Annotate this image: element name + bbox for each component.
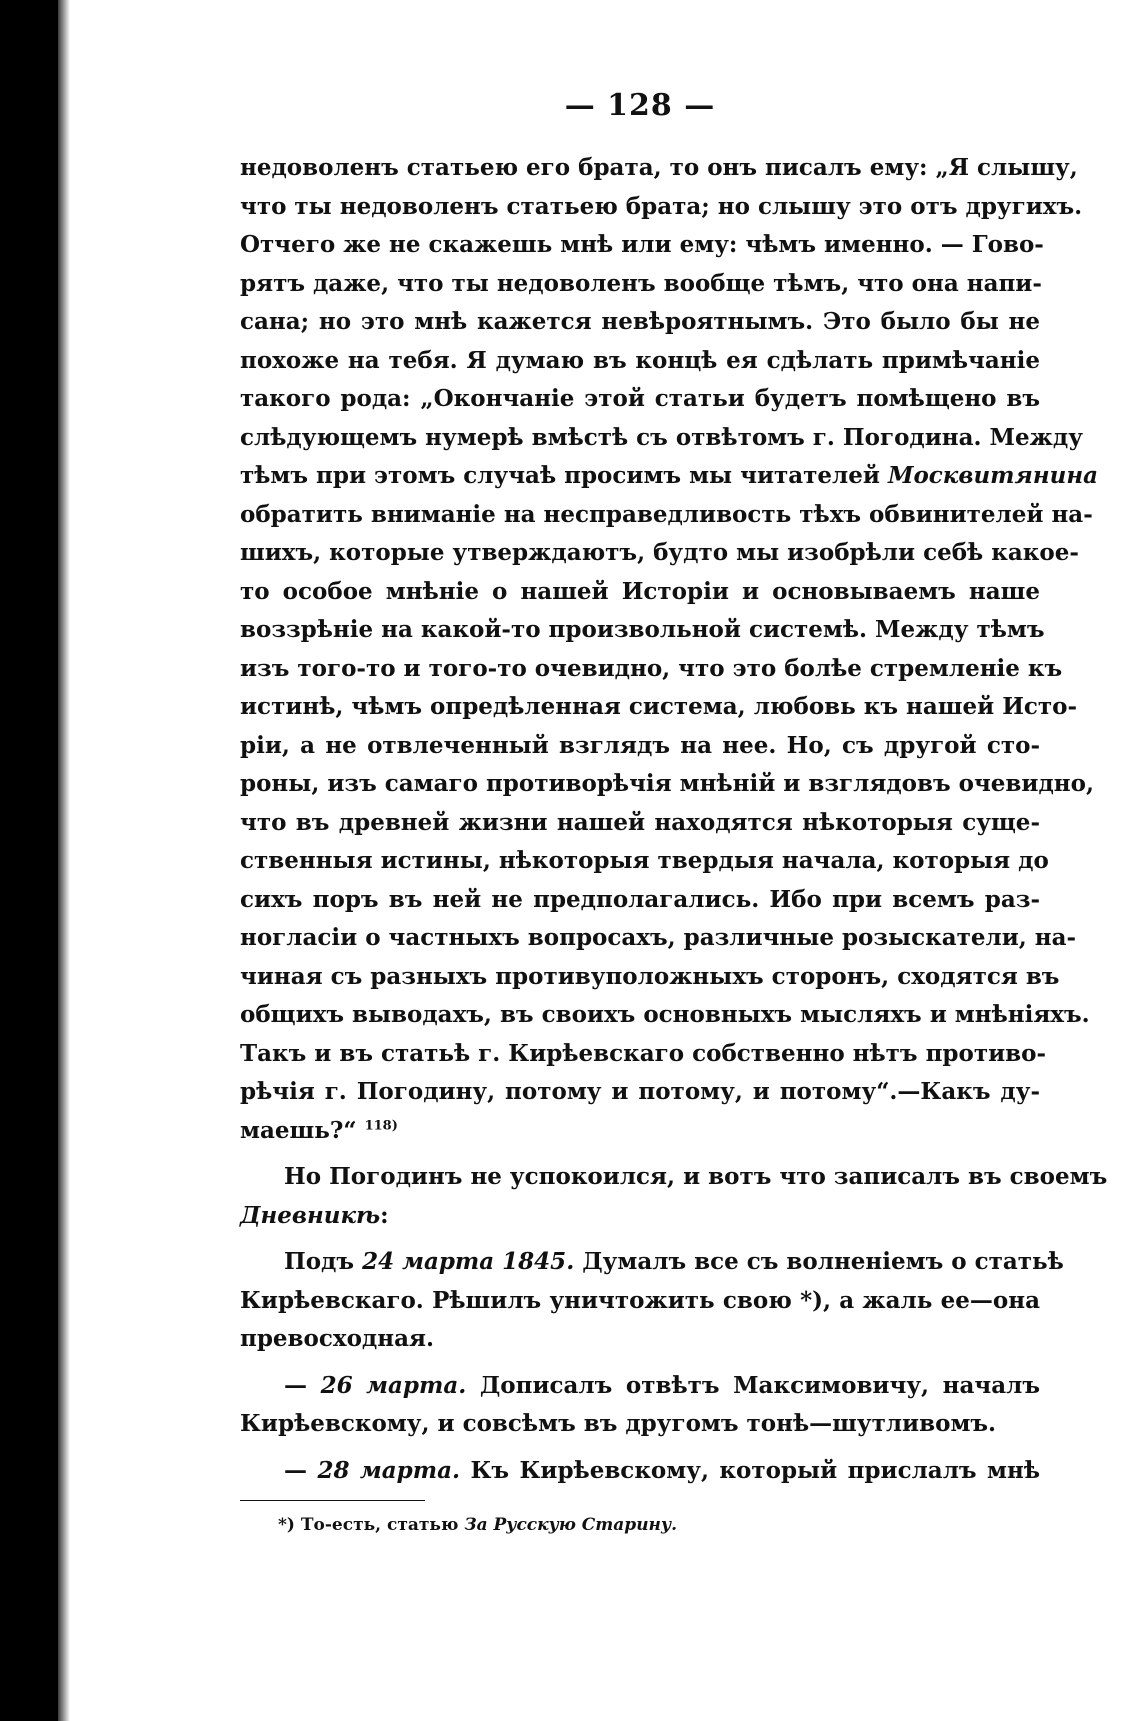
text-line: Отчего же не скажешь мнѣ или ему: чѣмъ именно. — Гово- — [240, 231, 1044, 258]
text-line: похоже на тебя. Я думаю въ концѣ ея сдѣлать примѣчаніе — [240, 346, 1040, 374]
paragraph-gap — [240, 1359, 1040, 1367]
text-segment: Дописалъ отвѣтъ Максимовичу, началъ — [479, 1371, 1040, 1399]
paragraph-letter-quote — [240, 149, 1108, 1490]
italic-diary-title: Дневникѣ — [240, 1201, 381, 1229]
text-line-with-italic — [240, 457, 1098, 496]
footnote-divider — [240, 1500, 425, 1501]
footnote-reference: 118) — [364, 1117, 398, 1133]
text-line: что въ древней жизни нашей находятся нѣкоторыя суще- — [240, 808, 1040, 836]
text-line: ногласіи о частныхъ вопросахъ, различные розыскатели, на- — [240, 924, 1077, 951]
text-segment: : — [380, 1201, 389, 1229]
paragraph-gap — [240, 1444, 1040, 1452]
text-line: ственныя истины, нѣкоторыя твердыя начала, которыя до — [240, 847, 1049, 874]
text-line: то особое мнѣніе о нашей Исторіи и основываемъ наше — [240, 577, 1040, 605]
book-page — [240, 88, 1108, 1537]
diary-entry-line — [240, 1367, 1040, 1406]
text-line: изъ того-то и того-то очевидно, что это болѣе стремленіе къ — [240, 654, 1063, 682]
text-line: рятъ даже, что ты недоволенъ вообще тѣмъ, что она напи- — [240, 269, 1042, 297]
text-segment: тѣмъ при этомъ случаѣ просимъ мы читателей — [240, 462, 880, 489]
text-line: шихъ, которые утверждаютъ, будто мы изобрѣли себѣ какое- — [240, 539, 1079, 566]
text-segment: Къ Кирѣевскому, который прислалъ мнѣ — [470, 1456, 1040, 1484]
text-segment: — — [284, 1456, 307, 1484]
footnote-marker: *) — [278, 1515, 295, 1535]
text-line-last — [240, 1197, 1040, 1236]
text-segment: Подъ — [284, 1248, 355, 1275]
page-number: — 128 — — [564, 88, 716, 123]
text-line: ріи, а не отвлеченный взглядъ на нее. Но, съ другой сто- — [240, 731, 1040, 759]
diary-entry-line-last: превосходная. — [240, 1325, 434, 1352]
text-line: обратить вниманіе на несправедливость тѣхъ обвинителей на- — [240, 500, 1093, 528]
text-line: сана; но это мнѣ кажется невѣроятнымъ. Это было бы не — [240, 308, 1040, 335]
text-segment: маешь?“ — [240, 1116, 357, 1144]
footnote — [240, 1513, 1040, 1537]
diary-date: 26 марта. — [320, 1371, 467, 1399]
text-line: роны, изъ самаго противорѣчія мнѣній и взглядовъ очевидно, — [240, 770, 1094, 797]
footnote-italic-title: За Русскую Старину. — [464, 1515, 678, 1535]
footnote-text: То-есть, статью — [300, 1515, 459, 1535]
text-line: что ты недоволенъ статьею брата; но слышу это отъ другихъ. — [240, 192, 1083, 220]
diary-entry-line: Кирѣевскаго. Рѣшилъ уничтожить свою *), а жаль ее—она — [240, 1286, 1040, 1314]
text-line: недоволенъ статьею его брата, то онъ писалъ ему: „Я слышу, — [240, 154, 1078, 181]
text-line: общихъ выводахъ, въ своихъ основныхъ мысляхъ и мнѣніяхъ. — [240, 1001, 1090, 1028]
text-line: воззрѣніе на какой-то произвольной системѣ. Между тѣмъ — [240, 616, 1045, 643]
book-binding-edge — [0, 0, 58, 1721]
diary-entry-line-last: Кирѣевскому, и совсѣмъ въ другомъ тонѣ—шутливомъ. — [240, 1410, 997, 1437]
text-line: сихъ поръ въ ней не предполагались. Ибо при всемъ раз- — [240, 885, 1040, 913]
text-line: слѣдующемъ нумерѣ вмѣстѣ съ отвѣтомъ г. Погодина. Между — [240, 423, 1083, 451]
text-segment: — — [284, 1371, 307, 1399]
diary-entry-line — [240, 1452, 1040, 1491]
diary-date: 24 марта 1845. — [362, 1248, 575, 1275]
text-line: Такъ и въ статьѣ г. Кирѣевскаго собственно нѣтъ противо- — [240, 1039, 1047, 1067]
text-line: чиная съ разныхъ противуположныхъ сторонъ, сходятся въ — [240, 962, 1060, 990]
text-segment: Думалъ все съ волненіемъ о статьѣ — [582, 1248, 1064, 1275]
text-line: такого рода: „Окончаніе этой статьи будетъ помѣщено въ — [240, 385, 1040, 412]
binding-shadow — [58, 0, 70, 1721]
text-line-last — [240, 1112, 1040, 1151]
paragraph-pogodin-intro: Но Погодинъ не успокоился, и вотъ что записалъ въ своемъ — [284, 1163, 1108, 1190]
paragraph-gap — [240, 1150, 1040, 1158]
diary-entry-line — [240, 1243, 1064, 1282]
paragraph-gap — [240, 1235, 1040, 1243]
text-line: истинѣ, чѣмъ опредѣленная система, любовь къ нашей Исто- — [240, 693, 1078, 720]
italic-journal-title: Москвитянина — [887, 462, 1098, 489]
text-line: рѣчія г. Погодину, потому и потому, и потому“.—Какъ ду- — [240, 1078, 1040, 1105]
diary-date: 28 марта. — [317, 1456, 460, 1484]
